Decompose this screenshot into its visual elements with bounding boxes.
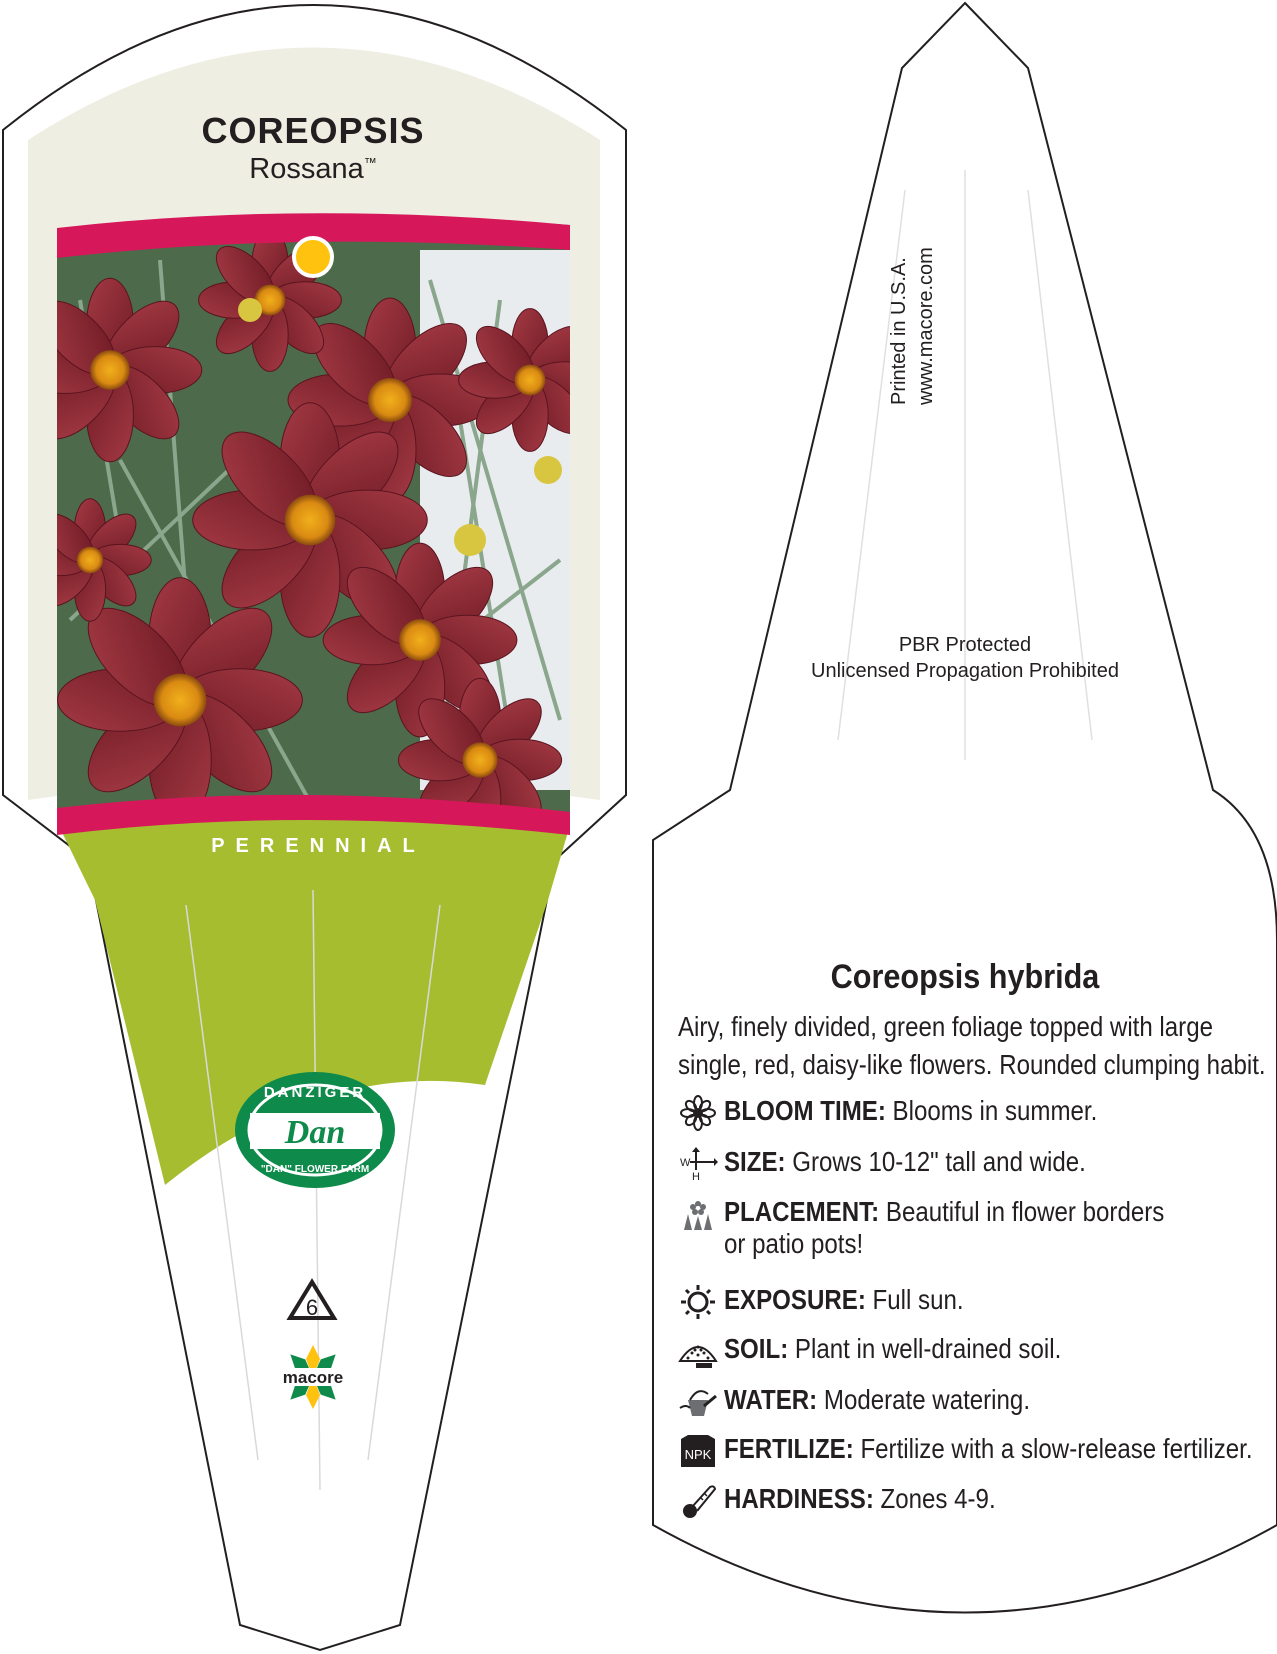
macore-brand-text: macore — [282, 1368, 344, 1387]
printed-info — [886, 205, 940, 405]
attr-label: SIZE: — [724, 1146, 786, 1177]
watering-can-icon — [678, 1384, 718, 1420]
trademark-symbol: ™ — [363, 155, 377, 170]
attr-soil — [678, 1333, 1258, 1369]
sun-indicator-icon — [294, 238, 332, 276]
species-name: Coreopsis hybrida — [830, 958, 1100, 996]
attr-value: Moderate watering. — [817, 1384, 1031, 1415]
attr-value: Zones 4-9. — [873, 1483, 996, 1514]
flower-photo — [18, 205, 601, 842]
sun-icon — [678, 1284, 718, 1320]
website-text: www.macore.com — [915, 247, 937, 405]
logo-bottom-text: "DAN" FLOWER FARM — [260, 1164, 370, 1175]
attr-exposure — [678, 1284, 1258, 1320]
attr-value: Full sun. — [865, 1284, 964, 1315]
attr-value: Grows 10-12" tall and wide. — [785, 1146, 1086, 1177]
svg-text:H: H — [692, 1171, 700, 1182]
attr-label: BLOOM TIME: — [724, 1095, 886, 1126]
npk-icon — [678, 1433, 718, 1469]
plant-name: COREOPSIS — [201, 110, 425, 151]
category-label: PERENNIAL — [211, 835, 426, 857]
logo-top-text: DANZIGER — [263, 1084, 367, 1101]
variety-name: Rossana™ — [249, 153, 377, 185]
thermometer-icon — [678, 1483, 718, 1519]
attr-label: EXPOSURE: — [724, 1284, 866, 1315]
flower-bed-icon — [678, 1196, 718, 1232]
svg-text:W: W — [680, 1157, 691, 1169]
back-tag — [653, 3, 1277, 1613]
attr-value: Fertilize with a slow-release fertilizer. — [853, 1433, 1253, 1464]
attr-value: Plant in well-drained soil. — [788, 1333, 1062, 1364]
attr-label: FERTILIZE: — [724, 1433, 854, 1464]
attr-size — [678, 1146, 1258, 1182]
soil-icon — [678, 1333, 718, 1369]
attr-label: HARDINESS: — [724, 1483, 874, 1514]
attr-label: SOIL: — [724, 1333, 789, 1364]
attr-fertilize — [678, 1433, 1258, 1469]
attr-value: Blooms in summer. — [885, 1095, 1098, 1126]
attr-water — [678, 1384, 1258, 1420]
attr-placement — [678, 1196, 1258, 1260]
pbr-protected-text: PBR Protected — [898, 634, 1032, 656]
attr-bloom-time — [678, 1095, 1258, 1131]
plant-description: Airy, finely divided, green foliage topped with large single, red, daisy-like flowers. Rounded clumping habit. — [678, 1011, 1266, 1080]
attr-label: PLACEMENT: — [724, 1196, 880, 1227]
svg-text:6: 6 — [305, 1295, 319, 1320]
front-tag — [3, 5, 626, 1650]
printed-in-text: Printed in U.S.A. — [888, 257, 910, 405]
propagation-prohibited-text: Unlicensed Propagation Prohibited — [811, 660, 1119, 682]
logo-mark-text: Dan — [284, 1114, 346, 1151]
danziger-logo — [235, 1072, 395, 1188]
attr-label: WATER: — [724, 1384, 818, 1415]
attr-value: Beautiful in flower borders or patio pots! — [724, 1196, 1165, 1259]
width-height-icon — [678, 1146, 718, 1182]
svg-text:NPK: NPK — [684, 1447, 712, 1462]
attr-hardiness — [678, 1483, 1258, 1519]
flower-outline-icon — [678, 1095, 718, 1131]
